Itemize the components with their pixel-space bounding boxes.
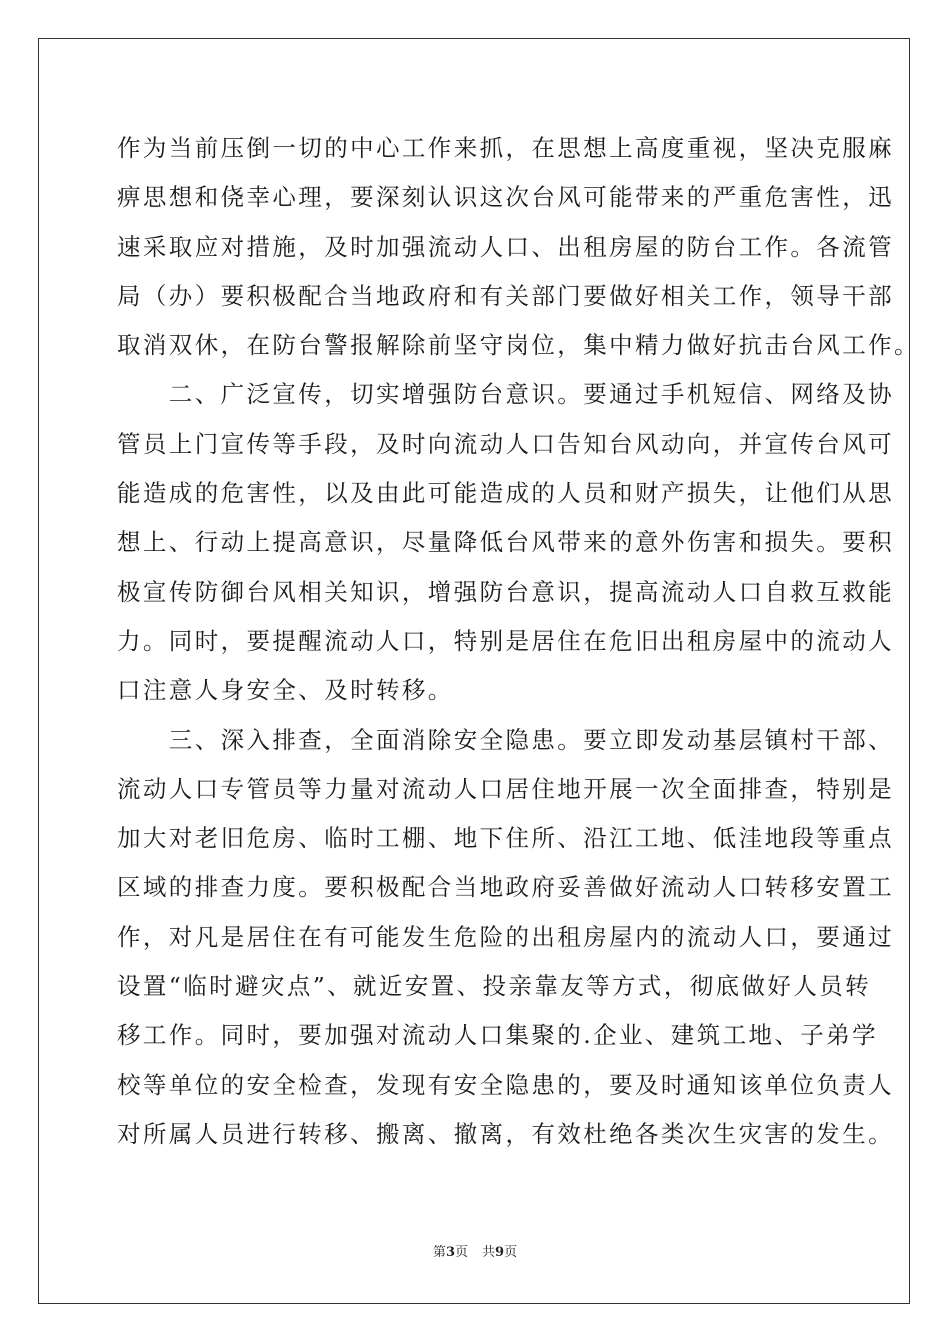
- text-line: 管员上门宣传等手段，及时向流动人口告知台风动向，并宣传台风可: [117, 429, 894, 458]
- text-line: 校等单位的安全检查，发现有安全隐患的，要及时通知该单位负责人: [117, 1070, 894, 1099]
- text-line: 流动人口专管员等力量对流动人口居住地开展一次全面排查，特别是: [117, 774, 894, 803]
- text-line: 作，对凡是居住在有可能发生危险的出租房屋内的流动人口，要通过: [117, 922, 894, 951]
- text-line: 取消双休，在防台警报解除前坚守岗位，集中精力做好抗击台风工作。: [117, 331, 920, 360]
- text-line: 移工作。同时，要加强对流动人口集聚的.企业、建筑工地、子弟学: [117, 1021, 878, 1050]
- document-body: [117, 124, 920, 1159]
- text-line: 作为当前压倒一切的中心工作来抓，在思想上高度重视，坚决克服麻: [117, 134, 894, 162]
- total-prefix: 共: [482, 1245, 496, 1260]
- page-suffix: 页: [454, 1245, 468, 1260]
- text-line: 三、深入排查，全面消除安全隐患。要立即发动基层镇村干部、: [117, 725, 894, 754]
- text-line: 对所属人员进行转移、搬离、撤离，有效杜绝各类次生灾害的发生。: [117, 1119, 894, 1148]
- text-line: 力。同时，要提醒流动人口，特别是居住在危旧出租房屋中的流动人: [117, 626, 894, 655]
- text-line: 加大对老旧危房、临时工棚、地下住所、沿江工地、低洼地段等重点: [117, 824, 894, 853]
- text-line: 口注意人身安全、及时转移。: [117, 676, 454, 705]
- page-number: 3: [445, 1245, 455, 1260]
- total-suffix: 页: [504, 1245, 518, 1260]
- page-indicator: [433, 1245, 468, 1260]
- page-prefix: 第: [432, 1245, 446, 1260]
- text-line: 设置“临时避灾点”、就近安置、投亲靠友等方式，彻底做好人员转: [117, 972, 872, 1001]
- text-line: 局（办）要积极配合当地政府和有关部门要做好相关工作，领导干部: [117, 281, 894, 310]
- text-line: 能造成的危害性，以及由此可能造成的人员和财产损失，让他们从思: [117, 479, 894, 508]
- text-line: 想上、行动上提高意识，尽量降低台风带来的意外伤害和损失。要积: [117, 528, 894, 557]
- total-pages-number: 9: [495, 1245, 505, 1260]
- text-line: 极宣传防御台风相关知识，增强防台意识，提高流动人口自救互救能: [117, 577, 894, 606]
- text-line: 痹思想和侥幸心理，要深刻认识这次台风可能带来的严重危害性，迅: [117, 183, 894, 212]
- text-line: 二、广泛宣传，切实增强防台意识。要通过手机短信、网络及协: [117, 380, 894, 409]
- text-line: 速采取应对措施，及时加强流动人口、出租房屋的防台工作。各流管: [117, 232, 894, 261]
- text-line: 区域的排查力度。要积极配合当地政府妥善做好流动人口转移安置工: [117, 873, 894, 902]
- page-footer: [0, 1244, 950, 1262]
- total-pages-indicator: [482, 1245, 517, 1260]
